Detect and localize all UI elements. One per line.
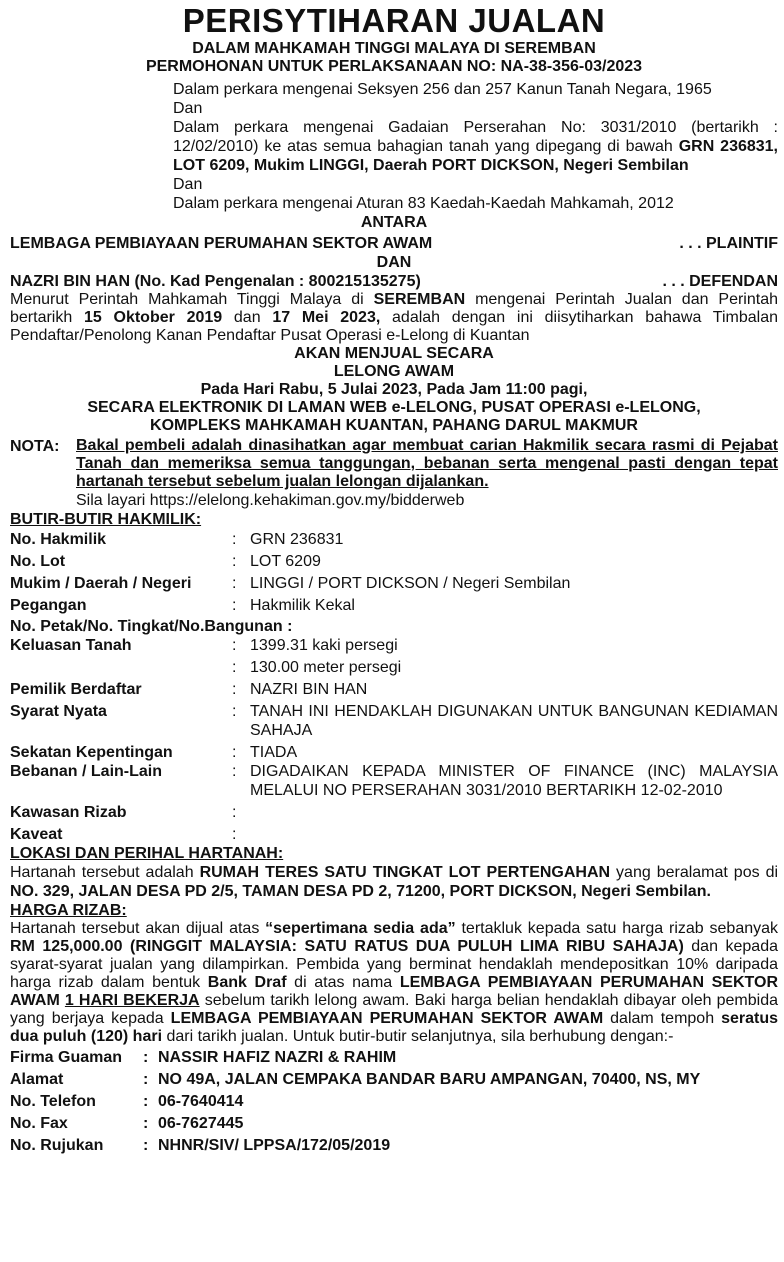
title-detail-separator: : xyxy=(232,804,237,821)
contact-separator: : xyxy=(143,1049,149,1066)
application-number: PERMOHONAN UNTUK PERLAKSANAAN NO: NA-38-356-03/2023 xyxy=(145,58,643,75)
plaintiff-row xyxy=(10,234,778,253)
title-detail-separator: : xyxy=(232,703,237,720)
contact-separator: : xyxy=(143,1093,149,1110)
matters-block xyxy=(173,80,778,213)
title-detail-separator: : xyxy=(232,744,237,761)
matter-and-1: Dan xyxy=(173,100,203,117)
title-detail-row xyxy=(10,762,778,800)
title-detail-row xyxy=(10,636,778,655)
title-detail-row xyxy=(10,658,778,677)
petak-row: No. Petak/No. Tingkat/No.Bangunan : xyxy=(10,618,293,635)
contact-row xyxy=(10,1091,778,1113)
title-detail-label: No. Hakmilik xyxy=(10,531,107,548)
title-detail-separator: : xyxy=(232,531,237,548)
contact-label: No. Fax xyxy=(10,1115,68,1132)
contact-separator: : xyxy=(143,1115,149,1132)
contact-label: No. Rujukan xyxy=(10,1137,104,1154)
title-detail-row xyxy=(10,551,778,573)
title-detail-row xyxy=(10,743,778,762)
title-detail-value: Hakmilik Kekal xyxy=(250,597,355,614)
antara-label: ANTARA xyxy=(360,214,428,231)
title-detail-value: 1399.31 kaki persegi xyxy=(250,637,398,654)
auction-block: AKAN MENJUAL SECARA LELONG AWAM Pada Hari Rabu, 5 Julai 2023, Pada Jam 11:00 pagi, SECARA ELEKTRONIK DI LAMAN WEB e-LELONG, PUSAT OPERASI e-LELONG, KOMPLEKS MAHKAMAH KUANTAN, PAHANG DARUL MAKMUR xyxy=(87,345,701,434)
nota-label: NOTA: xyxy=(10,438,60,455)
contact-row xyxy=(10,1135,778,1157)
title-detail-label: Pemilik Berdaftar xyxy=(10,681,142,698)
contact-row xyxy=(10,1069,778,1091)
contact-label: No. Telefon xyxy=(10,1093,96,1110)
title-detail-separator: : xyxy=(232,763,237,780)
title-detail-label: No. Lot xyxy=(10,553,66,570)
contact-label: Firma Guaman xyxy=(10,1049,123,1066)
title-detail-separator: : xyxy=(232,826,237,843)
title-details-heading: BUTIR-BUTIR HAKMILIK: xyxy=(10,511,202,528)
contact-value: 06-7627445 xyxy=(158,1115,244,1132)
contact-label: Alamat xyxy=(10,1071,64,1088)
sale-proclamation xyxy=(10,2,778,1157)
plaintiff-role: . . . PLAINTIF xyxy=(679,235,778,252)
order-paragraph: Menurut Perintah Mahkamah Tinggi Malaya di SEREMBAN mengenai Perintah Jualan dan Perintah bertarikh 15 Oktober 2019 dan 17 Mei 2023, adalah dengan ini diisytiharkan bahawa Timbalan Pendaftar/Penolong Kanan Pendaftar Pusat Operasi e-Lelong di Kuantan xyxy=(10,291,779,344)
dan-label: DAN xyxy=(376,254,412,271)
title-detail-row xyxy=(10,702,778,740)
contact-value: NASSIR HAFIZ NAZRI & RAHIM xyxy=(158,1049,397,1066)
defendant-role: . . . DEFENDAN xyxy=(662,273,778,290)
title-detail-row xyxy=(10,595,778,617)
title-detail-label: Pegangan xyxy=(10,597,87,614)
title-detail-separator: : xyxy=(232,659,237,676)
contact-row xyxy=(10,1113,778,1135)
title-detail-row xyxy=(10,573,778,595)
contact-separator: : xyxy=(143,1071,149,1088)
court-name: DALAM MAHKAMAH TINGGI MALAYA DI SEREMBAN xyxy=(192,40,596,57)
title-detail-value: GRN 236831 xyxy=(250,531,344,548)
title-detail-separator: : xyxy=(232,575,237,592)
contact-separator: : xyxy=(143,1137,149,1154)
nota-text: Bakal pembeli adalah dinasihatkan agar membuat carian Hakmilik secara rasmi di Pejabat Tanah dan memeriksa semua tanggungan, bebanan serta mengenal pasti dengan tepat hartanah tersebut sebelum jualan lelongan dijalankan. xyxy=(76,437,778,490)
title-detail-value: LOT 6209 xyxy=(250,553,321,570)
nota-block xyxy=(10,437,778,510)
page-title: PERISYTIHARAN JUALAN xyxy=(182,2,606,39)
matter-and-2: Dan xyxy=(173,176,203,193)
contact-value: NHNR/SIV/ LPPSA/172/05/2019 xyxy=(158,1137,391,1154)
title-detail-separator: : xyxy=(232,637,237,654)
title-detail-separator: : xyxy=(232,681,237,698)
title-detail-label: Mukim / Daerah / Negeri xyxy=(10,575,192,592)
title-detail-label xyxy=(10,658,232,677)
location-heading: LOKASI DAN PERIHAL HARTANAH: xyxy=(10,845,284,862)
title-detail-value: LINGGI / PORT DICKSON / Negeri Sembilan xyxy=(250,575,571,592)
matter-3: Dalam perkara mengenai Aturan 83 Kaedah-Kaedah Mahkamah, 2012 xyxy=(173,195,674,212)
reserve-heading: HARGA RIZAB: xyxy=(10,902,127,919)
defendant-row xyxy=(10,272,778,291)
title-detail-value: NAZRI BIN HAN xyxy=(250,681,368,698)
matter-1: Dalam perkara mengenai Seksyen 256 dan 257 Kanun Tanah Negara, 1965 xyxy=(173,81,712,98)
defendant-name: NAZRI BIN HAN (No. Kad Pengenalan : 800215135275) xyxy=(10,273,421,290)
contact-row xyxy=(10,1047,778,1069)
title-detail-value: TANAH INI HENDAKLAH DIGUNAKAN UNTUK BANGUNAN KEDIAMAN SAHAJA xyxy=(250,703,778,739)
title-details-rows-2 xyxy=(10,636,778,844)
title-detail-value: 130.00 meter persegi xyxy=(250,659,402,676)
nota-visit: Sila layari https://elelong.kehakiman.gov.my/bidderweb xyxy=(76,492,465,509)
title-detail-value: DIGADAIKAN KEPADA MINISTER OF FINANCE (INC) MALAYSIA MELALUI NO PERSERAHAN 3031/2010 BERTARIKH 12-02-2010 xyxy=(250,763,778,799)
title-detail-separator: : xyxy=(232,597,237,614)
contact-value: NO 49A, JALAN CEMPAKA BANDAR BARU AMPANGAN, 70400, NS, MY xyxy=(158,1071,701,1088)
title-detail-value: TIADA xyxy=(250,744,298,761)
title-detail-value xyxy=(250,803,778,822)
title-detail-label: Syarat Nyata xyxy=(10,703,107,720)
title-detail-row xyxy=(10,825,778,844)
location-paragraph: Hartanah tersebut adalah RUMAH TERES SATU TINGKAT LOT PERTENGAHAN yang beralamat pos di NO. 329, JALAN DESA PD 2/5, TAMAN DESA PD 2, 71200, PORT DICKSON, Negeri Sembilan. xyxy=(10,864,779,900)
reserve-paragraph: Hartanah tersebut akan dijual atas “sepertimana sedia ada” tertakluk kepada satu harga rizab sebanyak RM 125,000.00 (RINGGIT MALAYSIA: SATU RATUS DUA PULUH LIMA RIBU SAHAJA) dan kepada syarat-syarat jualan yang dilampirkan. Pembida yang berminat hendaklah mendepositkan 10% daripada harga rizab dalam bentuk Bank Draf di atas nama LEMBAGA PEMBIAYAAN PERUMAHAN SEKTOR AWAM 1 HARI BEKERJA sebelum tarikh lelong awam. Baki harga belian hendaklah dibayar oleh pembida yang berjaya kepada LEMBAGA PEMBIAYAAN PERUMAHAN SEKTOR AWAM dalam tempoh seratus dua puluh (120) hari dari tarikh jualan. Untuk butir-butir selanjutnya, sila berhubung dengan:- xyxy=(10,920,779,1045)
contact-block xyxy=(10,1047,778,1157)
title-detail-label: Bebanan / Lain-Lain xyxy=(10,763,163,780)
title-detail-label: Kawasan Rizab xyxy=(10,804,127,821)
matter-2: Dalam perkara mengenai Gadaian Perserahan No: 3031/2010 (bertarikh : 12/02/2010) ke atas semua bahagian tanah yang dipegang di bawah GRN 236831, LOT 6209, Mukim LINGGI, Daerah PORT DICKSON, Negeri Sembilan xyxy=(173,119,779,174)
title-details-rows xyxy=(10,529,778,617)
title-detail-row xyxy=(10,680,778,699)
title-detail-label: Keluasan Tanah xyxy=(10,637,132,654)
title-detail-row xyxy=(10,529,778,551)
contact-value: 06-7640414 xyxy=(158,1093,244,1110)
plaintiff-name: LEMBAGA PEMBIAYAAN PERUMAHAN SEKTOR AWAM xyxy=(10,235,433,252)
title-detail-label: Sekatan Kepentingan xyxy=(10,744,173,761)
title-detail-row xyxy=(10,803,778,822)
title-detail-label: Kaveat xyxy=(10,826,63,843)
title-detail-value xyxy=(250,825,778,844)
title-detail-separator: : xyxy=(232,553,237,570)
